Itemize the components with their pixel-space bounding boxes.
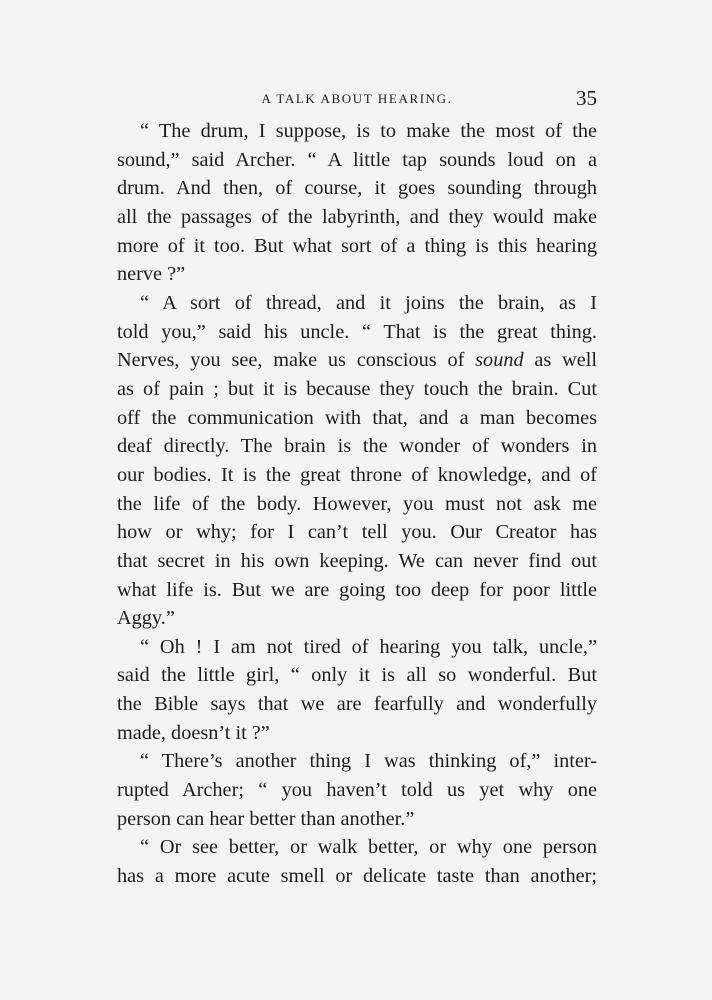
text-line: Aggy.” [117,607,175,630]
text-line: person can hear better than another.” [117,807,415,830]
text-line: “ Oh ! I am not tired of hearing you talk, uncle,” [140,635,597,658]
text-line: “ There’s another thing I was thinking of,” inter- [140,750,597,773]
text-line: how or why; for I can’t tell you. Our Creator has [117,521,597,544]
page-body-text [117,117,597,891]
text-line: made, doesn’t it ?” [117,721,270,744]
text-line [117,346,597,375]
text-segment: as well [534,349,597,372]
text-line: deaf directly. The brain is the wonder of wonders in [117,435,597,458]
text-line: the Bible says that we are fearfully and wonderfully [117,693,597,716]
text-line: rupted Archer; “ you haven’t told us yet why one [117,779,597,802]
text-line: more of it too. But what sort of a thing is this hearing [117,234,597,257]
text-line: has a more acute smell or delicate taste than another; [117,865,597,888]
text-line: sound,” said Archer. “ A little tap sounds loud on a [117,148,597,171]
text-segment: Nerves, you see, make us conscious of [117,349,465,372]
text-line: nerve ?” [117,263,186,286]
italic-word: sound [475,349,524,372]
text-line: “ Or see better, or walk better, or why one person [140,836,597,859]
text-line: the life of the body. However, you must not ask me [117,492,597,515]
text-line: told you,” said his uncle. “ That is the great thing. [117,320,597,343]
text-line: as of pain ; but it is because they touch the brain. Cut [117,377,597,400]
running-header [117,86,597,110]
text-line: off the communication with that, and a man becomes [117,406,597,429]
text-line: our bodies. It is the great throne of knowledge, and of [117,463,597,486]
page-number: 35 [576,86,597,110]
text-line: all the passages of the labyrinth, and they would make [117,205,597,228]
text-line: “ The drum, I suppose, is to make the most of the [140,120,597,142]
text-line: that secret in his own keeping. We can never find out [117,549,597,572]
text-line: what life is. But we are going too deep for poor little [117,578,597,601]
text-line: “ A sort of thread, and it joins the brain, as I [140,291,597,314]
running-title: A TALK ABOUT HEARING. [261,91,453,106]
text-line: drum. And then, of course, it goes sounding through [117,177,597,200]
text-line: said the little girl, “ only it is all so wonderful. But [117,664,597,687]
